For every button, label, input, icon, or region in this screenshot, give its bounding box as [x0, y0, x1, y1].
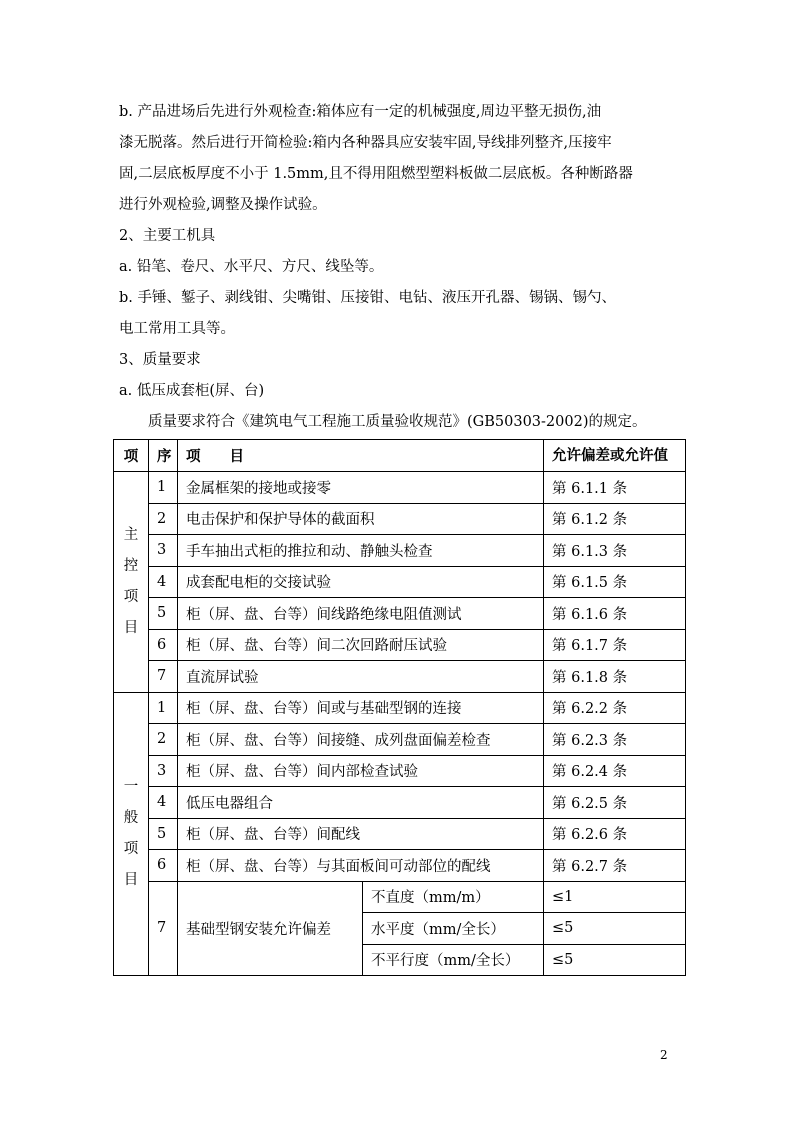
- section-3-item-a: a. 低压成套柜(屏、台): [119, 383, 265, 399]
- row-item: 柜（屏、盘、台等）与其面板间可动部位的配线: [178, 850, 544, 882]
- section-3-title: 3、质量要求: [119, 352, 201, 368]
- para-b-line-3: 固,二层底板厚度不小于 1.5mm,且不得用阻燃型塑料板做二层底板。各种断路器: [119, 166, 633, 182]
- row-seq: 7: [149, 881, 178, 976]
- row-value: 第 6.2.3 条: [544, 724, 686, 756]
- row-item: 柜（屏、盘、台等）间线路绝缘电阻值测试: [178, 598, 544, 630]
- row-item: 柜（屏、盘、台等）间接缝、成列盘面偏差检查: [178, 724, 544, 756]
- section-2-item-b-line-1: b. 手锤、錾子、剥线钳、尖嘴钳、压接钳、电钻、液压开孔器、锡锅、锡勺、: [119, 290, 616, 306]
- row-value: 第 6.2.5 条: [544, 787, 686, 819]
- row-seq: 1: [149, 692, 178, 724]
- table-row: [114, 472, 686, 504]
- sub-item: 水平度（mm/全长）: [363, 913, 544, 945]
- row-seq: 3: [149, 535, 178, 567]
- row-item: 柜（屏、盘、台等）间内部检查试验: [178, 755, 544, 787]
- row-value: 第 6.2.4 条: [544, 755, 686, 787]
- row-seq: 6: [149, 629, 178, 661]
- row-seq: 7: [149, 661, 178, 693]
- row-item: 电击保护和保护导体的截面积: [178, 503, 544, 535]
- row-value: 第 6.1.7 条: [544, 629, 686, 661]
- row-value: 第 6.2.2 条: [544, 692, 686, 724]
- row-value: 第 6.2.6 条: [544, 818, 686, 850]
- group-label-general: 一 般 项 目: [114, 692, 149, 976]
- para-b-line-1: b. 产品进场后先进行外观检查:箱体应有一定的机械强度,周边平整无损伤,油: [119, 104, 602, 120]
- para-b-line-2: 漆无脱落。然后进行开简检验:箱内各种器具应安装牢固,导线排列整齐,压接牢: [119, 135, 612, 151]
- row-item: 低压电器组合: [178, 787, 544, 819]
- table-row: [114, 503, 686, 535]
- table-row: [114, 818, 686, 850]
- quality-requirements-table: [113, 439, 686, 976]
- table-row: [114, 881, 686, 913]
- para-b-line-4: 进行外观检验,调整及操作试验。: [119, 197, 327, 213]
- sub-value: ≤1: [544, 881, 686, 913]
- row-seq: 3: [149, 755, 178, 787]
- row-item: 柜（屏、盘、台等）间配线: [178, 818, 544, 850]
- row-item: 成套配电柜的交接试验: [178, 566, 544, 598]
- section-2-title: 2、主要工机具: [119, 228, 216, 244]
- row-seq: 2: [149, 724, 178, 756]
- group-label-main: 主 控 项 目: [114, 472, 149, 693]
- table-row: [114, 724, 686, 756]
- body-text: [119, 97, 679, 438]
- row-seq: 5: [149, 818, 178, 850]
- sub-item: 不直度（mm/m）: [363, 881, 544, 913]
- row-value: 第 6.1.2 条: [544, 503, 686, 535]
- header-value: 允许偏差或允许值: [544, 440, 686, 472]
- page-number: 2: [660, 1048, 668, 1062]
- sub-item: 不平行度（mm/全长）: [363, 944, 544, 976]
- row-value: 第 6.2.7 条: [544, 850, 686, 882]
- section-2-item-b-line-2: 电工常用工具等。: [119, 321, 235, 337]
- table-row: [114, 755, 686, 787]
- row-value: 第 6.1.5 条: [544, 566, 686, 598]
- table-header-row: [114, 440, 686, 472]
- table-row: [114, 629, 686, 661]
- table-row: [114, 535, 686, 567]
- row-value: 第 6.1.6 条: [544, 598, 686, 630]
- row-seq: 4: [149, 566, 178, 598]
- row-value: 第 6.1.3 条: [544, 535, 686, 567]
- header-seq: 序: [149, 440, 178, 472]
- row-seq: 4: [149, 787, 178, 819]
- table-row: [114, 850, 686, 882]
- sub-value: ≤5: [544, 944, 686, 976]
- row-seq: 1: [149, 472, 178, 504]
- row-item: 直流屏试验: [178, 661, 544, 693]
- row-seq: 6: [149, 850, 178, 882]
- row-item: 柜（屏、盘、台等）间二次回路耐压试验: [178, 629, 544, 661]
- header-category: 项: [114, 440, 149, 472]
- row-item: 基础型钢安装允许偏差: [178, 881, 363, 976]
- section-3-note: 质量要求符合《建筑电气工程施工质量验收规范》(GB50303-2002)的规定。: [148, 414, 647, 430]
- row-value: 第 6.1.8 条: [544, 661, 686, 693]
- row-seq: 2: [149, 503, 178, 535]
- sub-value: ≤5: [544, 913, 686, 945]
- section-2-item-a: a. 铅笔、卷尺、水平尺、方尺、线坠等。: [119, 259, 384, 275]
- row-item: 金属框架的接地或接零: [178, 472, 544, 504]
- table-row: [114, 661, 686, 693]
- row-item: 柜（屏、盘、台等）间或与基础型钢的连接: [178, 692, 544, 724]
- table-row: [114, 566, 686, 598]
- row-value: 第 6.1.1 条: [544, 472, 686, 504]
- table-row: [114, 787, 686, 819]
- row-seq: 5: [149, 598, 178, 630]
- table-row: [114, 692, 686, 724]
- table-row: [114, 598, 686, 630]
- header-item: 项 目: [178, 440, 544, 472]
- row-item: 手车抽出式柜的推拉和动、静触头检查: [178, 535, 544, 567]
